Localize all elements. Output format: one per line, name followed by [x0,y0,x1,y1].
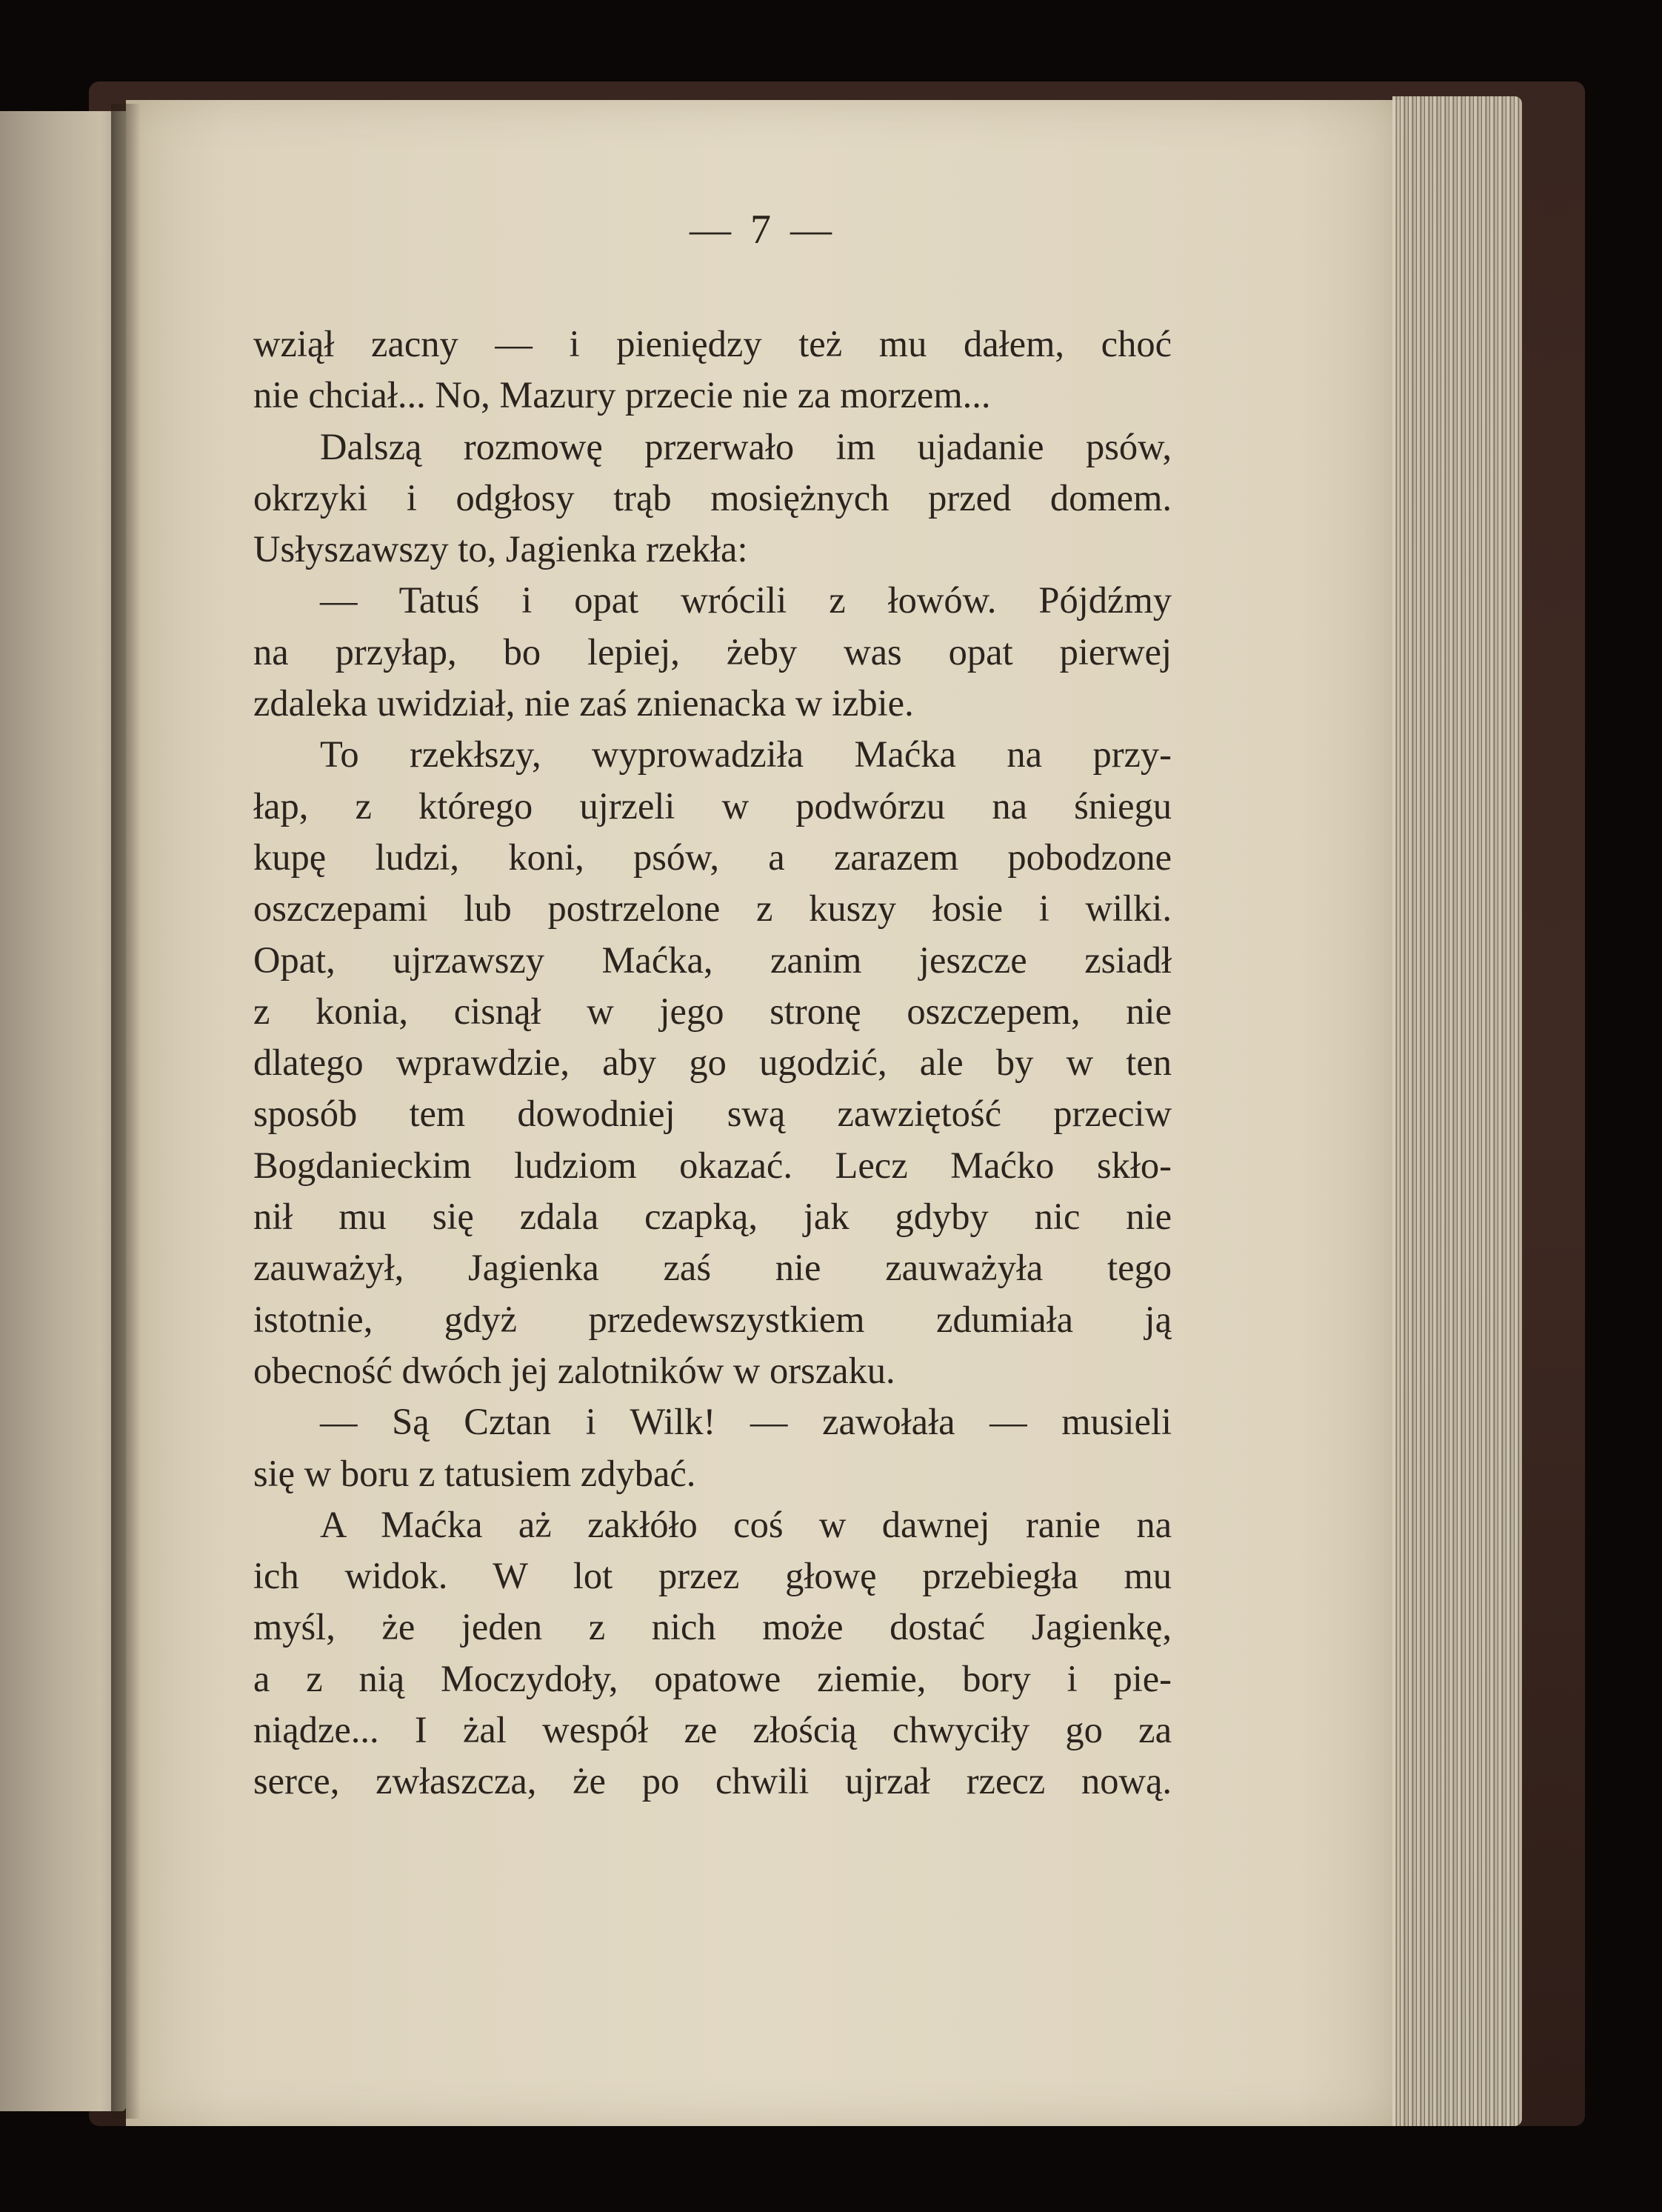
left-page-edge [0,111,126,2111]
text-line: nie chciał... No, Mazury przecie nie za morzem... [253,374,991,416]
text-line: kupę ludzi, koni, psów, a zarazem pobodzone [253,836,1172,878]
text-line: na przyłap, bo lepiej, żeby was opat pierwej [253,630,1172,673]
text-line: wziął zacny — i pieniędzy też mu dałem, choć [253,323,1172,364]
text-line: — Są Cztan i Wilk! — zawołała — musieli [320,1401,1172,1443]
text-line: zauważył, Jagienka zaś nie zauważyła tego [253,1247,1172,1289]
text-line: A Maćka aż zakłóło coś w dawnej ranie na [320,1503,1172,1545]
text-line: To rzekłszy, wyprowadziła Maćka na przy- [320,733,1172,776]
text-line: — Tatuś i opat wrócili z łowów. Pójdźmy [320,579,1172,622]
text-line: Bogdanieckim ludziom okazać. Lecz Maćko skło- [253,1144,1172,1186]
text-line: myśl, że jeden z nich może dostać Jagienkę, [253,1606,1172,1648]
text-line: się w boru z tatusiem zdybać. [253,1452,696,1494]
text-line: zdaleka uwidział, nie zaś znienacka w izbie. [253,682,914,724]
text-line: nił mu się zdala czapką, jak gdyby nic nie [253,1196,1172,1238]
text-line: istotnie, gdyż przedewszystkiem zdumiała ją [253,1298,1172,1340]
text-line: a z nią Moczydoły, opatowe ziemie, bory i pie- [253,1657,1172,1699]
text-line: łap, z którego ujrzeli w podwórzu na śniegu [253,784,1172,827]
page-text [253,319,1172,1808]
text-line: obecność dwóch jej zalotników w orszaku. [253,1349,895,1391]
text-line: dlatego wprawdzie, aby go ugodzić, ale by w ten [253,1042,1172,1084]
text-line: serce, zwłaszcza, że po chwili ujrzał rzecz nową. [253,1760,1172,1802]
spine-shadow [111,104,141,2119]
page-number: — 7 — [690,207,836,253]
text-line: ich widok. W lot przez głowę przebiegła mu [253,1555,1172,1597]
page-stack-edges [1392,96,1522,2126]
text-line: niądze... I żal wespół ze złością chwyciły go za [253,1709,1172,1751]
text-line: z konia, cisnął w jego stronę oszczepem, nie [253,990,1172,1032]
text-line: okrzyki i odgłosy trąb mosiężnych przed domem. [253,476,1172,519]
text-line: Opat, ujrzawszy Maćka, zanim jeszcze zsiadł [253,939,1172,981]
text-line: Dalszą rozmowę przerwało im ujadanie psów, [320,425,1172,467]
text-line: Usłyszawszy to, Jagienka rzekła: [253,528,748,570]
text-line: sposób tem dowodniej swą zawziętość przeciw [253,1093,1172,1135]
text-line: oszczepami lub postrzelone z kuszy łosie i wilki. [253,887,1172,930]
